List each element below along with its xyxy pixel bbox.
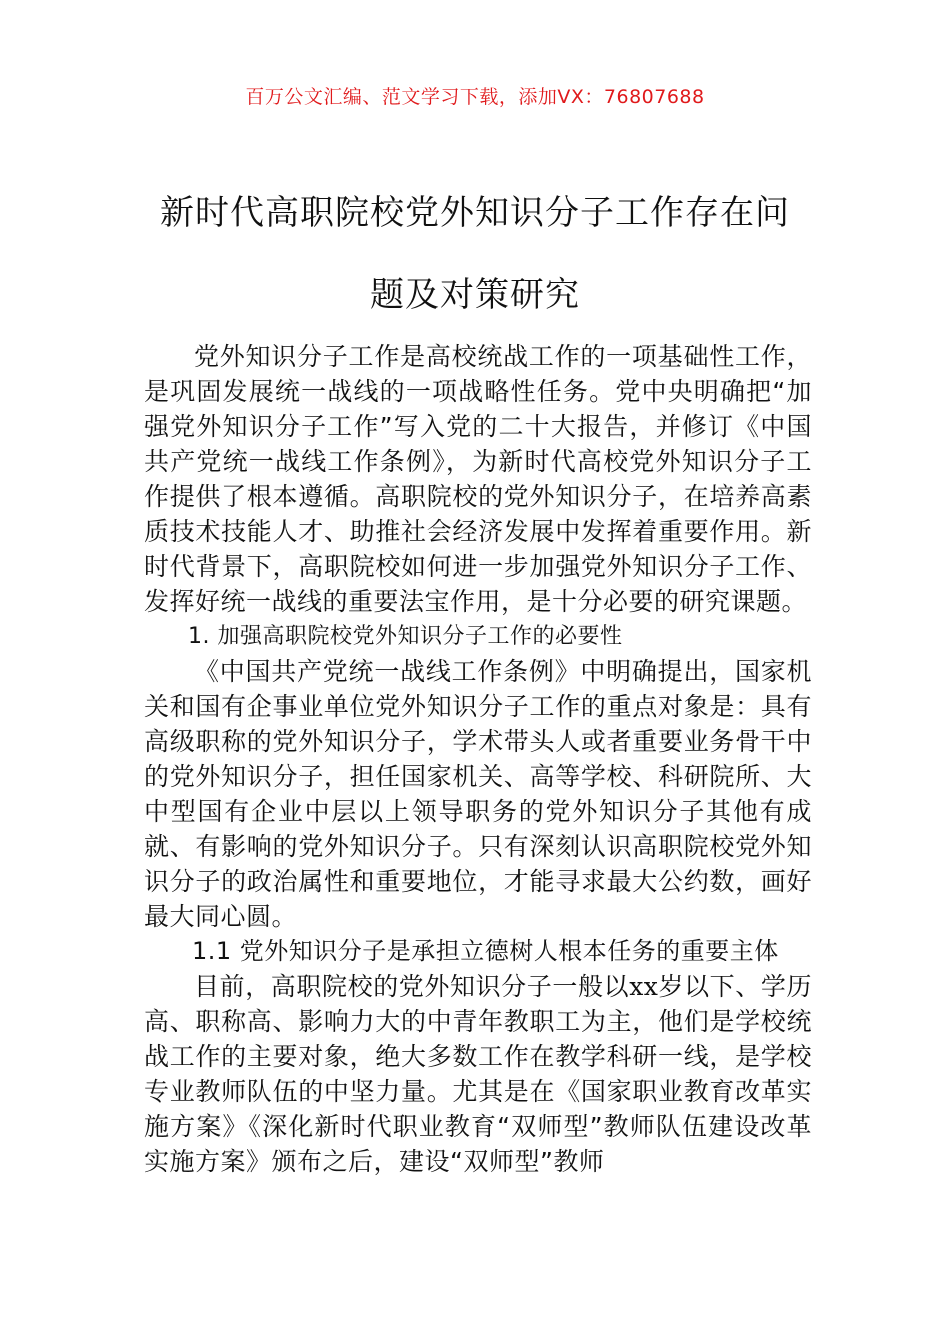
watermark-banner: 百万公文汇编、范文学习下载，添加VX：76807688: [245, 86, 705, 108]
age-placeholder: xx: [629, 972, 659, 1001]
section-1-1-text-a: 目前，高职院校的党外知识分子一般以: [194, 972, 630, 1001]
document-title: [120, 172, 830, 336]
section-1-1-text-b: 岁以下、学历高、职称高、影响力大的中青年教职工为主，他们是学校统战工作的主要对象，绝大多数工作在教学科研一线，是学校专业教师队伍的中坚力量。尤其是在《国家职业教育改革实施方案》《深化新时代职业教育“双师型”教师队伍建设改革实施方案》颁布之后，建设“双师型”教师: [144, 972, 812, 1176]
document-body: [144, 339, 812, 1179]
title-line-2: 题及对策研究: [370, 275, 580, 315]
section-1-1-heading: 1.1 党外知识分子是承担立德树人根本任务的重要主体: [192, 937, 779, 965]
section-1-1-paragraph: [144, 969, 812, 1179]
section-1-heading: 1. 加强高职院校党外知识分子工作的必要性: [188, 624, 623, 649]
section-1-paragraph: 《中国共产党统一战线工作条例》中明确提出，国家机关和国有企事业单位党外知识分子工作的重点对象是：具有高级职称的党外知识分子，学术带头人或者重要业务骨干中的党外知识分子，担任国家机关、高等学校、科研院所、大中型国有企业中层以上领导职务的党外知识分子其他有成就、有影响的党外知识分子。只有深刻认识高职院校党外知识分子的政治属性和重要地位，才能寻求最大公约数，画好最大同心圆。: [144, 657, 812, 931]
title-line-1: 新时代高职院校党外知识分子工作存在问: [160, 193, 790, 233]
intro-paragraph: 党外知识分子工作是高校统战工作的一项基础性工作，是巩固发展统一战线的一项战略性任务。党中央明确把“加强党外知识分子工作”写入党的二十大报告，并修订《中国共产党统一战线工作条例》，为新时代高校党外知识分子工作提供了根本遵循。高职院校的党外知识分子，在培养高素质技术技能人才、助推社会经济发展中发挥着重要作用。新时代背景下，高职院校如何进一步加强党外知识分子工作、发挥好统一战线的重要法宝作用，是十分必要的研究课题。: [144, 342, 812, 616]
